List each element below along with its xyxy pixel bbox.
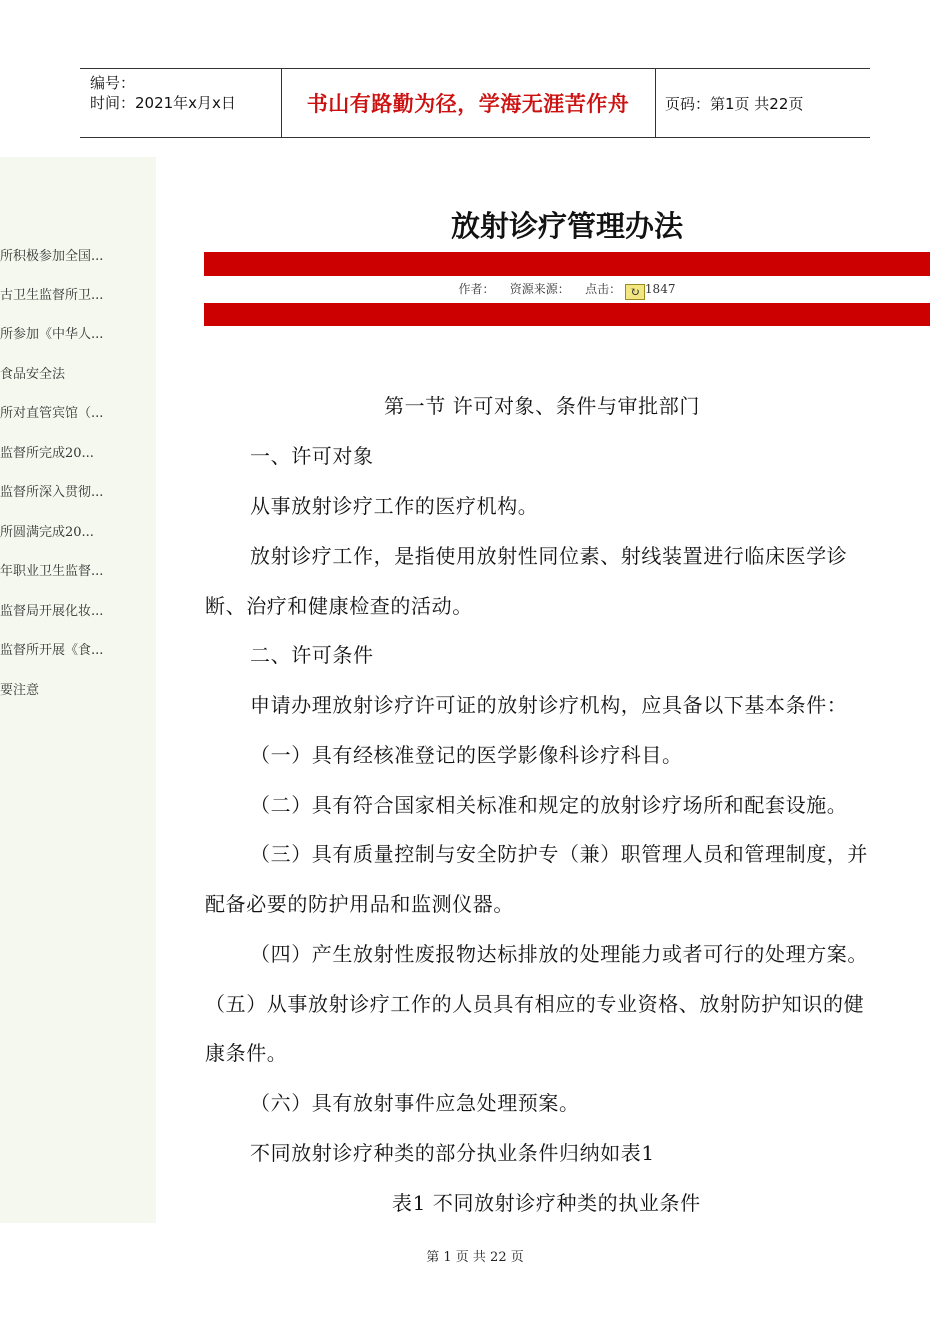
document-header	[80, 68, 870, 138]
sidebar-link[interactable]: 古卫生监督所卫...	[0, 288, 104, 303]
header-motto: 书山有路勤为径，学海无涯苦作舟	[306, 92, 630, 116]
clicks-count: 1847	[644, 282, 676, 296]
header-divider	[655, 69, 656, 137]
sidebar-link[interactable]: 所参加《中华人...	[0, 327, 104, 342]
sidebar-link[interactable]: 所圆满完成20...	[0, 525, 94, 540]
paragraph: 放射诊疗工作，是指使用放射性同位素、射线装置进行临床医学诊	[250, 544, 848, 568]
clicks-label: 点击：	[585, 282, 622, 296]
author-label: 作者：	[458, 282, 495, 296]
paragraph: 不同放射诊疗种类的部分执业条件归纳如表1	[250, 1141, 655, 1165]
list-item: （四）产生放射性废报物达标排放的处理能力或者可行的处理方案。	[250, 942, 868, 966]
page-footer: 第 1 页 共 22 页	[426, 1250, 524, 1265]
sidebar	[0, 157, 156, 1223]
sidebar-link[interactable]: 要注意	[0, 683, 40, 698]
sidebar-link[interactable]: 监督所完成20...	[0, 446, 94, 461]
paragraph: 断、治疗和健康检查的活动。	[205, 594, 473, 618]
sidebar-link[interactable]: 食品安全法	[0, 367, 66, 382]
sidebar-link[interactable]: 监督所开展《食...	[0, 643, 104, 658]
list-item: （五）从事放射诊疗工作的人员具有相应的专业资格、放射防护知识的健	[205, 992, 865, 1016]
document-number-label: 编号：	[90, 74, 136, 92]
subheading: 一、许可对象	[250, 444, 374, 468]
sidebar-link[interactable]: 所对直管宾馆（...	[0, 406, 104, 421]
header-page-info: 页码：第1页 共22页	[665, 94, 804, 113]
sidebar-link[interactable]: 监督所深入贯彻...	[0, 485, 104, 500]
list-item: （一）具有经核准登记的医学影像科诊疗科目。	[250, 743, 683, 767]
sidebar-link[interactable]: 所积极参加全国...	[0, 249, 104, 264]
list-item: （六）具有放射事件应急处理预案。	[250, 1091, 580, 1115]
article-title: 放射诊疗管理办法	[450, 209, 683, 243]
paragraph: 从事放射诊疗工作的医疗机构。	[250, 494, 539, 518]
list-item: （三）具有质量控制与安全防护专（兼）职管理人员和管理制度，并	[250, 842, 868, 866]
header-info	[90, 73, 236, 113]
title-red-bar	[204, 252, 930, 276]
document-date: 时间：2021年x月x日	[90, 94, 236, 112]
sidebar-link[interactable]: 监督局开展化妆...	[0, 604, 104, 619]
source-label: 资源来源：	[509, 282, 570, 296]
table-caption: 表1 不同放射诊疗种类的执业条件	[392, 1191, 701, 1215]
list-item: （二）具有符合国家相关标准和规定的放射诊疗场所和配套设施。	[250, 793, 848, 817]
section-heading: 第一节 许可对象、条件与审批部门	[384, 394, 700, 418]
article-meta	[204, 280, 930, 300]
list-item: 康条件。	[205, 1041, 288, 1065]
subheading: 二、许可条件	[250, 643, 374, 667]
list-item: 配备必要的防护用品和监测仪器。	[205, 892, 514, 916]
paragraph: 申请办理放射诊疗许可证的放射诊疗机构，应具备以下基本条件：	[250, 693, 848, 717]
meta-red-bar	[204, 303, 930, 326]
refresh-icon: ↻	[625, 284, 645, 300]
sidebar-link[interactable]: 年职业卫生监督...	[0, 564, 104, 579]
